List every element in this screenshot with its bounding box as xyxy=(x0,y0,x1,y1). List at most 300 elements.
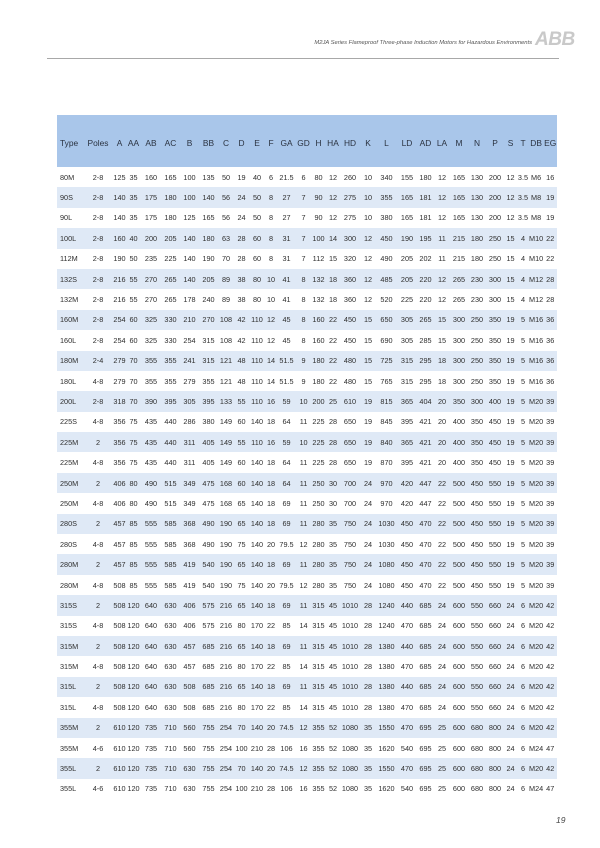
dimension-cell: 6 xyxy=(520,743,526,753)
dimension-cell: 39 xyxy=(546,396,555,406)
dimension-cell: 630 xyxy=(164,621,177,631)
dimension-cell: 475 xyxy=(202,498,215,508)
dimension-cell: M20 xyxy=(529,478,544,488)
dimension-cell: 205 xyxy=(400,274,414,284)
dimension-cell: 168 xyxy=(219,478,233,488)
dimension-cell: 28 xyxy=(546,295,555,305)
dimension-cell: 39 xyxy=(546,458,555,468)
dimension-cell: 36 xyxy=(546,315,555,325)
dimension-cell: 40 xyxy=(129,233,138,243)
dimension-cell: 350 xyxy=(470,458,484,468)
motor-type-cell: 180M xyxy=(60,356,79,366)
dimension-cell: 132 xyxy=(312,295,325,305)
dimension-cell: 216 xyxy=(219,621,233,631)
dimension-cell: 380 xyxy=(202,417,215,427)
dimension-cell: 3.5 xyxy=(517,193,529,203)
dimension-cell: 12 xyxy=(328,172,338,182)
dimension-cell: 110 xyxy=(251,356,263,366)
dimension-cell: 280 xyxy=(312,560,325,570)
dimension-cell: 365 xyxy=(400,396,414,406)
dimension-cell: 175 xyxy=(144,213,158,223)
dimension-cell: 195 xyxy=(419,233,432,243)
column-header: Poles xyxy=(87,137,109,148)
dimension-cell: 45 xyxy=(328,682,338,692)
dimension-cell: 20 xyxy=(437,437,447,447)
dimension-cell: 650 xyxy=(343,458,357,468)
dimension-cell: 1080 xyxy=(378,580,395,590)
dimension-cell: 315 xyxy=(312,702,325,712)
dimension-cell: 1010 xyxy=(341,621,359,631)
dimension-cell: 560 xyxy=(183,743,196,753)
dimension-cell: 120 xyxy=(127,764,140,774)
dimension-cell: 235 xyxy=(144,254,158,264)
dimension-cell: 2-8 xyxy=(92,213,104,223)
dimension-cell: 216 xyxy=(219,641,233,651)
dimension-cell: 180 xyxy=(312,356,325,366)
dimension-cell: 75 xyxy=(129,458,138,468)
dimension-cell: 640 xyxy=(144,600,158,610)
dimension-cell: 25 xyxy=(437,743,447,753)
dimension-cell: 311 xyxy=(183,458,196,468)
dimension-cell: 205 xyxy=(164,233,177,243)
dimension-cell: 4-8 xyxy=(92,662,104,672)
column-header: AD xyxy=(419,137,432,148)
dimension-cell: 165 xyxy=(164,172,177,182)
dimension-cell: 100 xyxy=(183,172,196,182)
dimension-cell: 18 xyxy=(266,641,276,651)
dimension-cell: 600 xyxy=(452,723,466,733)
dimension-cell: 404 xyxy=(419,396,432,406)
dimension-cell: 9 xyxy=(301,356,306,366)
dimension-cell: 1380 xyxy=(378,662,395,672)
dimension-cell: M20 xyxy=(529,437,544,447)
dimension-cell: 390 xyxy=(144,396,158,406)
dimension-cell: 400 xyxy=(452,437,466,447)
dimension-cell: 135 xyxy=(202,172,215,182)
dimension-cell: 6 xyxy=(520,641,526,651)
dimension-cell: 15 xyxy=(363,315,373,325)
dimension-cell: 315 xyxy=(400,356,414,366)
dimension-cell: 19 xyxy=(506,539,515,549)
table-row xyxy=(57,677,557,697)
dimension-cell: 500 xyxy=(452,539,466,549)
table-row xyxy=(57,167,557,187)
dimension-cell: 6 xyxy=(301,172,306,182)
dimension-cell: 6 xyxy=(520,600,526,610)
dimension-cell: 685 xyxy=(202,702,215,712)
dimension-cell: 11 xyxy=(299,641,308,651)
dimension-cell: 70 xyxy=(129,396,138,406)
dimension-cell: 16 xyxy=(299,743,308,753)
dimension-cell: 51.5 xyxy=(279,356,294,366)
dimension-cell: 265 xyxy=(164,274,177,284)
dimension-cell: 40 xyxy=(252,172,262,182)
motor-type-cell: 132M xyxy=(60,295,79,305)
dimension-cell: 421 xyxy=(419,417,432,427)
column-header: LD xyxy=(401,137,413,148)
dimension-cell: 69 xyxy=(282,519,291,529)
dimension-cell: 45 xyxy=(328,702,338,712)
column-header: C xyxy=(222,137,230,148)
dimension-cell: 10 xyxy=(299,437,308,447)
dimension-cell: 28 xyxy=(266,743,276,753)
dimension-cell: 10 xyxy=(266,295,276,305)
dimension-cell: 140 xyxy=(183,233,196,243)
dimension-cell: 52 xyxy=(328,764,338,774)
dimension-cell: 630 xyxy=(164,600,177,610)
dimension-cell: 24 xyxy=(363,539,373,549)
dimension-cell: 225 xyxy=(312,458,325,468)
dimension-cell: 240 xyxy=(202,295,215,305)
dimension-cell: 735 xyxy=(144,784,158,794)
dimension-cell: 685 xyxy=(419,682,432,692)
dimension-cell: 650 xyxy=(343,437,357,447)
dimension-cell: 2-8 xyxy=(92,172,104,182)
table-row xyxy=(57,514,557,534)
dimension-cell: 210 xyxy=(250,784,264,794)
dimension-cell: 18 xyxy=(266,600,276,610)
dimension-cell: 202 xyxy=(419,254,432,264)
dimension-cell: 2-4 xyxy=(92,356,104,366)
dimension-cell: 165 xyxy=(452,213,466,223)
dimension-cell: 110 xyxy=(251,376,263,386)
dimension-cell: 1620 xyxy=(378,784,395,794)
dimension-cell: 395 xyxy=(164,396,177,406)
dimension-cell: 42 xyxy=(546,621,555,631)
dimension-cell: 225 xyxy=(312,417,325,427)
dimension-cell: 22 xyxy=(328,335,338,345)
dimension-cell: 35 xyxy=(129,193,138,203)
dimension-cell: 300 xyxy=(452,356,466,366)
dimension-cell: 120 xyxy=(127,641,140,651)
table-row xyxy=(57,718,557,738)
dimension-cell: 8 xyxy=(268,213,274,223)
dimension-cell: 80 xyxy=(237,702,246,712)
dimension-cell: 22 xyxy=(266,702,276,712)
dimension-cell: 695 xyxy=(419,764,432,774)
column-header: HA xyxy=(327,137,339,148)
dimension-cell: 18 xyxy=(266,458,276,468)
dimension-cell: 280 xyxy=(312,580,325,590)
dimension-cell: 550 xyxy=(488,560,502,570)
dimension-cell: 50 xyxy=(221,172,231,182)
dimension-cell: 140 xyxy=(250,417,264,427)
dimension-cell: 69 xyxy=(282,498,291,508)
dimension-cell: 6 xyxy=(268,172,274,182)
dimension-cell: 108 xyxy=(219,315,233,325)
dimension-cell: 447 xyxy=(419,478,432,488)
dimension-cell: 120 xyxy=(127,621,140,631)
dimension-cell: 450 xyxy=(470,498,484,508)
dimension-cell: 12 xyxy=(363,295,373,305)
dimension-cell: 149 xyxy=(219,417,233,427)
dimension-cell: 12 xyxy=(266,315,276,325)
dimension-cell: 840 xyxy=(380,437,393,447)
dimension-cell: 735 xyxy=(144,723,158,733)
dimension-cell: 18 xyxy=(437,356,447,366)
dimension-cell: 160 xyxy=(144,172,158,182)
dimension-cell: 64 xyxy=(282,417,291,427)
dimension-cell: 315 xyxy=(312,662,325,672)
motor-type-cell: 280S xyxy=(60,539,78,549)
motor-type-cell: 100L xyxy=(60,233,77,243)
column-header: K xyxy=(365,137,371,148)
dimension-cell: 85 xyxy=(282,662,291,672)
dimension-cell: 225 xyxy=(164,254,177,264)
dimension-cell: 80 xyxy=(314,172,323,182)
dimension-cell: 24 xyxy=(506,600,515,610)
dimension-cell: 490 xyxy=(202,519,215,529)
table-row xyxy=(57,697,557,717)
motor-type-cell: 315S xyxy=(60,621,78,631)
dimension-cell: 42 xyxy=(237,315,246,325)
dimension-cell: 215 xyxy=(452,233,466,243)
dimension-cell: 28 xyxy=(363,682,373,692)
column-header: AB xyxy=(145,137,157,148)
dimension-cell: 180 xyxy=(202,233,215,243)
dimension-cell: 325 xyxy=(144,335,158,345)
dimension-cell: 610 xyxy=(113,743,126,753)
dimension-cell: 14 xyxy=(299,662,308,672)
dimension-cell: 190 xyxy=(219,560,233,570)
dimension-cell: 275 xyxy=(343,213,357,223)
dimension-cell: 24 xyxy=(237,193,246,203)
dimension-cell: 1030 xyxy=(378,519,395,529)
dimension-cell: 24 xyxy=(506,641,515,651)
dimension-cell: 90 xyxy=(314,193,323,203)
dimension-cell: 815 xyxy=(380,396,393,406)
table-row xyxy=(57,595,557,615)
column-header: E xyxy=(254,137,260,148)
dimension-cell: 457 xyxy=(113,519,126,529)
dimension-cell: 450 xyxy=(400,519,414,529)
dimension-cell: 640 xyxy=(144,682,158,692)
dimension-cell: 315 xyxy=(400,376,414,386)
dimension-cell: 22 xyxy=(328,376,338,386)
dimension-cell: 349 xyxy=(183,478,196,488)
dimension-cell: 421 xyxy=(419,437,432,447)
dimension-cell: 140 xyxy=(113,193,126,203)
dimension-cell: 660 xyxy=(488,682,502,692)
table-row xyxy=(57,351,557,371)
dimension-cell: 254 xyxy=(113,335,126,345)
dimension-cell: 60 xyxy=(252,254,262,264)
dimension-cell: 400 xyxy=(488,396,502,406)
dimension-cell: 450 xyxy=(470,519,484,529)
column-header: HD xyxy=(343,137,357,148)
dimension-cell: 680 xyxy=(470,743,484,753)
dimension-cell: 190 xyxy=(219,580,233,590)
dimension-cell: 69 xyxy=(282,682,291,692)
dimension-cell: 500 xyxy=(452,478,466,488)
dimension-cell: M20 xyxy=(529,702,544,712)
dimension-cell: 330 xyxy=(164,335,177,345)
dimension-cell: 190 xyxy=(219,519,233,529)
dimension-cell: 140 xyxy=(113,213,126,223)
dimension-cell: M16 xyxy=(529,356,544,366)
dimension-cell: 685 xyxy=(419,702,432,712)
dimension-cell: 457 xyxy=(183,641,196,651)
dimension-cell: 435 xyxy=(144,417,158,427)
dimension-cell: 355 xyxy=(202,376,215,386)
dimension-cell: 2-8 xyxy=(92,315,104,325)
dimension-cell: 5 xyxy=(520,580,526,590)
dimension-cell: 380 xyxy=(380,213,393,223)
dimension-cell: 470 xyxy=(400,702,414,712)
dimension-cell: 180 xyxy=(164,193,177,203)
dimension-cell: 200 xyxy=(488,172,502,182)
dimension-cell: 55 xyxy=(129,295,138,305)
dimension-cell: 685 xyxy=(419,600,432,610)
dimension-cell: 630 xyxy=(183,784,196,794)
dimension-cell: 180 xyxy=(419,172,432,182)
dimension-cell: 515 xyxy=(164,478,177,488)
dimension-cell: 3.5 xyxy=(517,172,529,182)
dimension-cell: 36 xyxy=(546,335,555,345)
dimension-cell: 20 xyxy=(437,396,447,406)
dimension-cell: 24 xyxy=(363,498,373,508)
dimension-cell: 14 xyxy=(299,621,308,631)
dimension-cell: 12 xyxy=(299,764,308,774)
column-header: DB xyxy=(530,137,542,148)
dimension-cell: 265 xyxy=(452,274,466,284)
dimension-cell: 14 xyxy=(266,356,276,366)
dimension-cell: 165 xyxy=(400,193,414,203)
dimension-cell: 15 xyxy=(363,356,373,366)
dimension-cell: 1380 xyxy=(378,702,395,712)
dimension-cell: 60 xyxy=(129,335,138,345)
dimension-cell: 480 xyxy=(343,376,357,386)
dimension-cell: 575 xyxy=(202,621,215,631)
dimension-cell: 130 xyxy=(470,213,484,223)
dimension-cell: 24 xyxy=(506,702,515,712)
dimension-cell: 69 xyxy=(282,641,291,651)
dimension-cell: 500 xyxy=(452,560,466,570)
dimension-cell: 630 xyxy=(164,641,177,651)
dimension-cell: 1080 xyxy=(341,723,359,733)
dimension-cell: 28 xyxy=(328,458,338,468)
dimension-cell: 59 xyxy=(282,437,291,447)
table-row xyxy=(57,249,557,269)
dimension-cell: 630 xyxy=(164,662,177,672)
table-row xyxy=(57,432,557,452)
table-row xyxy=(57,575,557,595)
dimension-cell: 14 xyxy=(266,376,276,386)
dimension-cell: 15 xyxy=(437,315,447,325)
motor-type-cell: 180L xyxy=(60,376,77,386)
dimension-cell: 19 xyxy=(506,396,515,406)
dimension-cell: M20 xyxy=(529,641,544,651)
dimension-cell: 31 xyxy=(282,233,291,243)
dimension-cell: 555 xyxy=(144,560,158,570)
dimension-cell: 35 xyxy=(363,784,373,794)
dimension-cell: 85 xyxy=(129,519,138,529)
dimension-cell: 5 xyxy=(520,519,526,529)
dimension-cell: 250 xyxy=(312,478,325,488)
dimension-cell: 140 xyxy=(250,519,264,529)
dimension-cell: 470 xyxy=(400,723,414,733)
dimension-cell: 42 xyxy=(546,641,555,651)
dimension-cell: 4 xyxy=(520,233,526,243)
dimension-cell: 42 xyxy=(546,662,555,672)
motor-type-cell: 200L xyxy=(60,396,77,406)
dimension-cell: 360 xyxy=(343,295,357,305)
dimension-cell: M8 xyxy=(531,193,542,203)
dimension-cell: 28 xyxy=(363,600,373,610)
dimension-cell: 260 xyxy=(343,172,357,182)
dimension-cell: M20 xyxy=(529,621,544,631)
dimension-cell: 435 xyxy=(144,458,158,468)
dimension-cell: 315 xyxy=(312,621,325,631)
dimension-cell: 440 xyxy=(400,682,414,692)
motor-type-cell: 225S xyxy=(60,417,78,427)
table-row xyxy=(57,228,557,248)
motor-type-cell: 112M xyxy=(60,254,78,264)
dimension-cell: 11 xyxy=(299,417,308,427)
dimension-cell: 39 xyxy=(546,580,555,590)
dimension-cell: 190 xyxy=(219,539,233,549)
dimension-cell: 420 xyxy=(400,478,414,488)
dimension-cell: M20 xyxy=(529,539,544,549)
dimension-cell: 265 xyxy=(164,295,177,305)
dimension-cell: 2 xyxy=(95,682,101,692)
dimension-cell: 60 xyxy=(237,458,246,468)
dimension-cell: 630 xyxy=(164,702,177,712)
dimension-cell: 42 xyxy=(546,682,555,692)
dimension-cell: 180 xyxy=(312,376,325,386)
dimension-cell: 19 xyxy=(506,417,515,427)
dimension-cell: 165 xyxy=(202,213,215,223)
dimension-cell: 100 xyxy=(312,233,325,243)
dimension-cell: 35 xyxy=(129,172,138,182)
dimension-cell: 7 xyxy=(301,233,306,243)
dimension-cell: 85 xyxy=(282,702,291,712)
dimension-cell: 9 xyxy=(301,376,306,386)
dimension-cell: 350 xyxy=(470,417,484,427)
dimension-cell: 750 xyxy=(343,560,357,570)
dimension-cell: 1550 xyxy=(378,764,395,774)
dimension-cell: 140 xyxy=(250,498,264,508)
dimension-cell: 20 xyxy=(437,417,447,427)
dimension-cell: 230 xyxy=(470,295,484,305)
dimension-cell: 18 xyxy=(266,478,276,488)
motor-type-cell: 280M xyxy=(60,560,79,570)
dimension-cell: 120 xyxy=(127,682,140,692)
dimension-cell: 300 xyxy=(452,376,466,386)
dimension-cell: 39 xyxy=(546,437,555,447)
dimension-cell: 19 xyxy=(546,193,555,203)
dimension-cell: 28 xyxy=(328,417,338,427)
dimension-cell: 710 xyxy=(164,743,177,753)
dimension-cell: 300 xyxy=(343,233,357,243)
dimension-cell: 19 xyxy=(546,213,555,223)
dimension-cell: 20 xyxy=(266,539,276,549)
dimension-cell: 216 xyxy=(219,682,233,692)
dimension-cell: 845 xyxy=(380,417,393,427)
dimension-cell: 356 xyxy=(113,458,126,468)
dimension-cell: 490 xyxy=(202,539,215,549)
dimension-cell: 28 xyxy=(363,641,373,651)
dimension-cell: 1380 xyxy=(378,641,395,651)
dimension-cell: 12 xyxy=(328,193,338,203)
dimension-cell: 79.5 xyxy=(279,539,294,549)
motor-type-cell: 225M xyxy=(60,437,79,447)
dimension-cell: 419 xyxy=(183,560,196,570)
dimension-cell: 8 xyxy=(268,193,274,203)
dimension-cell: 24 xyxy=(506,784,515,794)
motor-type-cell: 315L xyxy=(60,682,77,692)
dimension-cell: 405 xyxy=(202,458,215,468)
